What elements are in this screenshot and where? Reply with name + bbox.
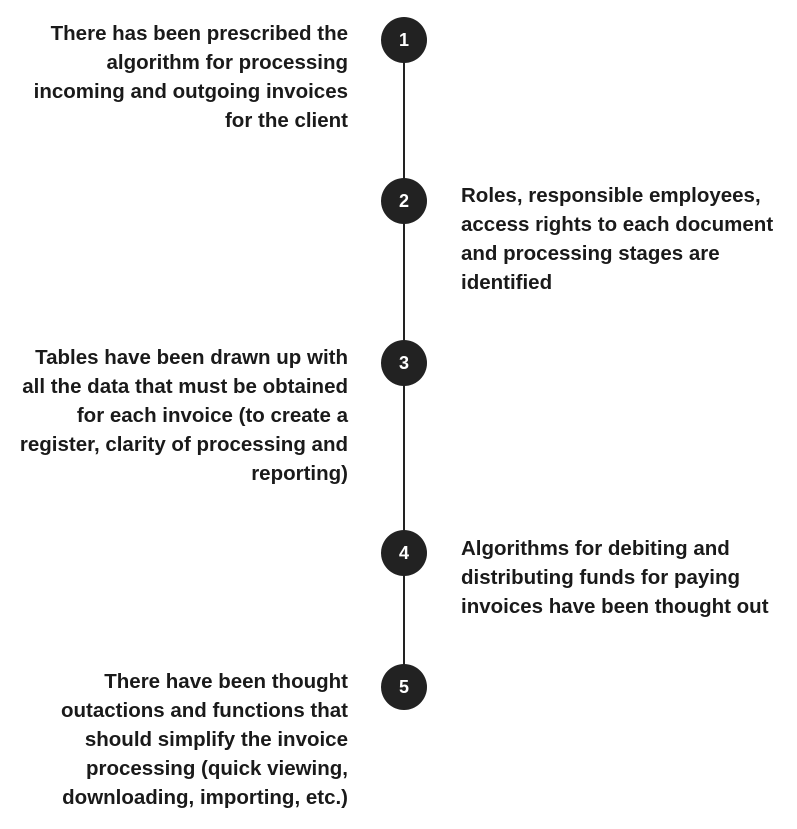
step-2-description: Roles, responsible employees, access rights to each document and processing stages are identified bbox=[461, 184, 774, 294]
step-4-number-badge: 4 bbox=[381, 530, 427, 576]
step-4-description: Algorithms for debiting and distributing funds for paying invoices have been thought out bbox=[461, 537, 769, 618]
step-3-description: Tables have been drawn up with all the data that must be obtained for each invoice (to create a register, clarity of processing and reporting) bbox=[19, 346, 348, 485]
step-5-number-badge: 5 bbox=[381, 664, 427, 710]
step-2-number-badge: 2 bbox=[381, 178, 427, 224]
step-1-description: There has been prescribed the algorithm for processing incoming and outgoing invoices for the client bbox=[33, 22, 348, 132]
step-1-number-badge: 1 bbox=[381, 17, 427, 63]
step-3-number-badge: 3 bbox=[381, 340, 427, 386]
step-5-description: There have been thought outactions and functions that should simplify the invoice processing (quick viewing, downloading, importing, etc.) bbox=[61, 670, 348, 809]
